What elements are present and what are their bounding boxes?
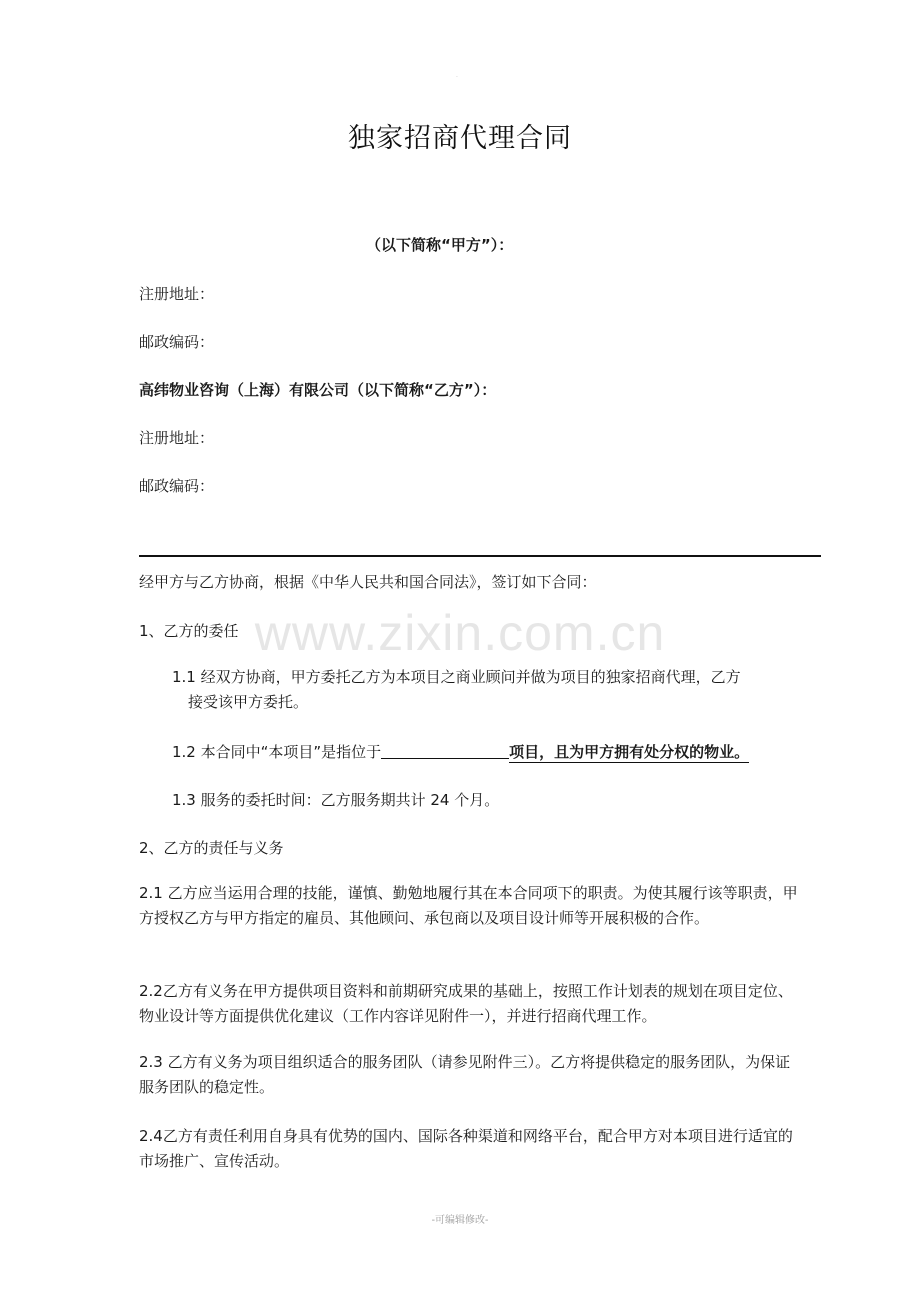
section-divider [139, 555, 821, 557]
page-footer: -可编辑修改- [431, 1215, 489, 1226]
contract-intro: 经甲方与乙方协商，根据《中华人民共和国合同法》，签订如下合同： [139, 573, 597, 591]
clause-2-3: 2.3 乙方有义务为项目组织适合的服务团队（请参见附件三）。乙方将提供稳定的服务团队，为保证服务团队的稳定性。 [139, 1053, 791, 1096]
clause-1-1 [172, 665, 812, 715]
party-b-heading: 高纬物业咨询（上海）有限公司（以下简称“乙方”）： [139, 381, 497, 399]
page-dot: . [456, 72, 458, 79]
party-a-postcode-label: 邮政编码： [139, 333, 215, 351]
party-a-heading: （以下简称“甲方”）： [366, 236, 514, 254]
party-b-postcode-label: 邮政编码： [139, 477, 215, 495]
clause-1-1-line2: 接受该甲方委托。 [188, 693, 309, 711]
clause-1-2 [172, 741, 749, 762]
clause-2-2: 2.2乙方有义务在甲方提供项目资料和前期研究成果的基础上，按照工作计划表的规划在项目定位、物业设计等方面提供优化建议（工作内容详见附件一），并进行招商代理工作。 [139, 982, 793, 1025]
section-1-heading: 1、乙方的委任 [139, 622, 239, 640]
clause-2-4: 2.4乙方有责任利用自身具有优势的国内、国际各种渠道和网络平台，配合甲方对本项目进行适宜的市场推广、宣传活动。 [139, 1127, 793, 1170]
section-2-heading: 2、乙方的责任与义务 [139, 839, 284, 857]
party-a-address-label: 注册地址： [139, 285, 215, 303]
page-title: 独家招商代理合同 [348, 123, 572, 154]
party-b-address-label: 注册地址： [139, 429, 215, 447]
clause-1-1-line1: 1.1 经双方协商，甲方委托乙方为本项目之商业顾问并做为项目的独家招商代理，乙方 [172, 668, 741, 686]
clause-1-2-suffix: 项目，且为甲方拥有处分权的物业。 [509, 743, 750, 761]
clause-1-2-prefix: 1.2 本合同中“本项目”是指位于 [172, 743, 382, 761]
watermark: www.zixin.com.cn [254, 605, 666, 661]
clause-1-3: 1.3 服务的委托时间：乙方服务期共计 24 个月。 [172, 791, 500, 809]
clause-2-1: 2.1 乙方应当运用合理的技能，谨慎、勤勉地履行其在本合同项下的职责。为使其履行该等职责，甲方授权乙方与甲方指定的雇员、其他顾问、承包商以及项目设计师等开展积极的合作。 [139, 884, 798, 927]
location-blank [381, 743, 509, 759]
